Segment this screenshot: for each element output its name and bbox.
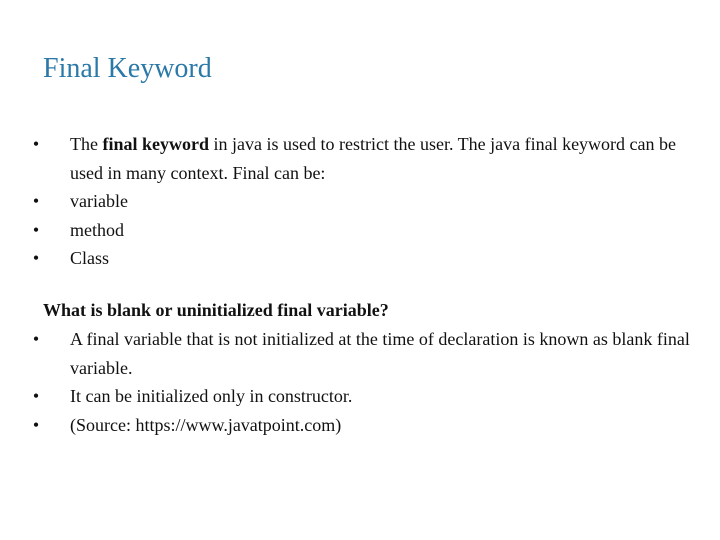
blank-final-bullet-list bbox=[29, 325, 700, 439]
use-method: method bbox=[70, 219, 124, 240]
blank-final-definition: A final variable that is not initialized at the time of declaration is known as blank final variable. bbox=[70, 329, 690, 378]
bullet-icon: • bbox=[32, 134, 40, 154]
use-class: Class bbox=[70, 248, 110, 268]
intro-suffix: in java is used to restrict the user. The java final keyword can be used in many context. Final can be: bbox=[70, 134, 677, 183]
source-citation: (Source: https://www.javatpoint.com) bbox=[70, 414, 342, 435]
list-item bbox=[29, 325, 700, 382]
bullet-icon: • bbox=[32, 219, 40, 240]
intro-prefix: The bbox=[70, 134, 103, 154]
list-item bbox=[29, 130, 700, 187]
intro-emphasis: final keyword bbox=[102, 134, 209, 154]
bullet-icon: • bbox=[32, 414, 40, 435]
use-variable: variable bbox=[70, 191, 128, 211]
list-item bbox=[29, 411, 700, 440]
final-keyword-bullet-list bbox=[29, 130, 700, 273]
bullet-icon: • bbox=[32, 386, 40, 406]
blank-final-heading: What is blank or uninitialized final variable? bbox=[43, 300, 389, 320]
bullet-icon: • bbox=[32, 191, 40, 211]
bullet-icon: • bbox=[32, 248, 40, 268]
bullet-icon: • bbox=[32, 329, 40, 349]
slide-title: Final Keyword bbox=[43, 53, 212, 84]
blank-final-constructor-note: It can be initialized only in constructor. bbox=[70, 386, 353, 406]
list-item bbox=[29, 187, 700, 216]
list-item bbox=[29, 382, 700, 411]
list-item bbox=[29, 244, 700, 273]
list-item bbox=[29, 216, 700, 245]
